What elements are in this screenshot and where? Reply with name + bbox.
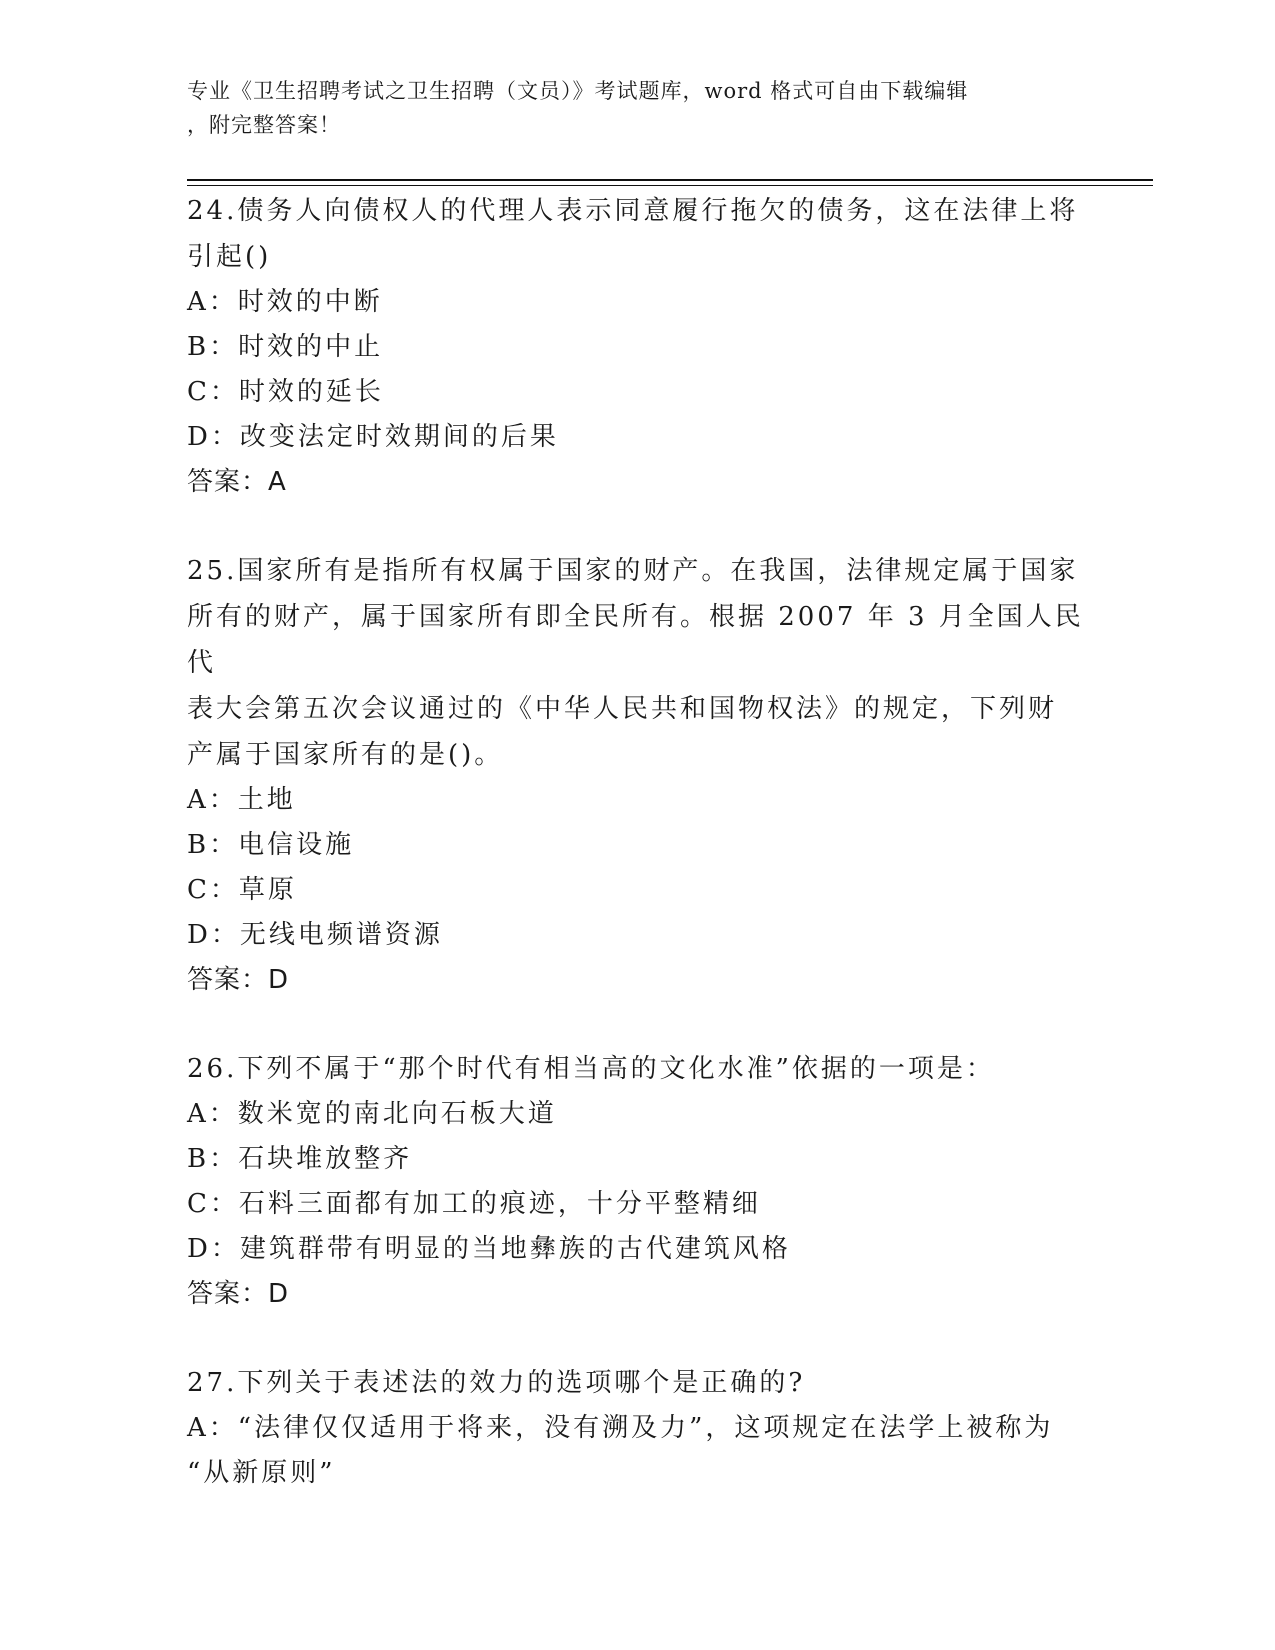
question-26: [187, 1046, 1087, 1317]
question-27: [187, 1360, 1087, 1496]
question-stem: 产属于国家所有的是()。: [187, 740, 504, 770]
header-line-1: 专业《卫生招聘考试之卫生招聘（文员）》考试题库，word 格式可自由下载编辑: [187, 79, 969, 103]
option-a: A：“法律仅仅适用于将来，没有溯及力”，这项规定在法学上被称为: [187, 1413, 1054, 1443]
option-c: C：时效的延长: [187, 377, 384, 407]
option-b: B：电信设施: [187, 830, 355, 860]
header-line-2: ，附完整答案！: [187, 113, 341, 137]
option-d: D：改变法定时效期间的后果: [187, 422, 559, 452]
option-c: C：草原: [187, 875, 297, 905]
option-b: B：时效的中止: [187, 332, 384, 362]
question-stem: 26.下列不属于“那个时代有相当高的文化水准”依据的一项是：: [187, 1054, 995, 1084]
question-stem: 表大会第五次会议通过的《中华人民共和国物权法》的规定，下列财: [187, 694, 1058, 724]
answer-line: 答案：D: [187, 1279, 290, 1309]
header-rule-thin: [187, 185, 1153, 186]
option-a: A：时效的中断: [187, 287, 383, 317]
question-stem: 引起(): [187, 242, 272, 272]
header-rule-thick: [187, 179, 1153, 181]
option-d: D：建筑群带有明显的当地彝族的古代建筑风格: [187, 1234, 791, 1264]
question-stem: 所有的财产，属于国家所有即全民所有。根据 2007 年 3 月全国人民代: [187, 602, 1084, 678]
option-a: A：土地: [187, 785, 296, 815]
option-a: A：数米宽的南北向石板大道: [187, 1099, 557, 1129]
question-stem: 25.国家所有是指所有权属于国家的财产。在我国，法律规定属于国家: [187, 556, 1079, 586]
option-c: C：石料三面都有加工的痕迹，十分平整精细: [187, 1189, 761, 1219]
option-a-continued: “从新原则”: [187, 1458, 336, 1488]
answer-line: 答案：A: [187, 467, 287, 497]
option-b: B：石块堆放整齐: [187, 1144, 413, 1174]
answer-line: 答案：D: [187, 965, 290, 995]
question-stem: 27.下列关于表述法的效力的选项哪个是正确的?: [187, 1368, 806, 1398]
question-24: [187, 188, 1087, 505]
page-header: [187, 74, 1067, 142]
question-stem: 24.债务人向债权人的代理人表示同意履行拖欠的债务，这在法律上将: [187, 196, 1079, 226]
question-list: [187, 188, 1087, 1539]
question-25: [187, 548, 1087, 1003]
option-d: D：无线电频谱资源: [187, 920, 443, 950]
